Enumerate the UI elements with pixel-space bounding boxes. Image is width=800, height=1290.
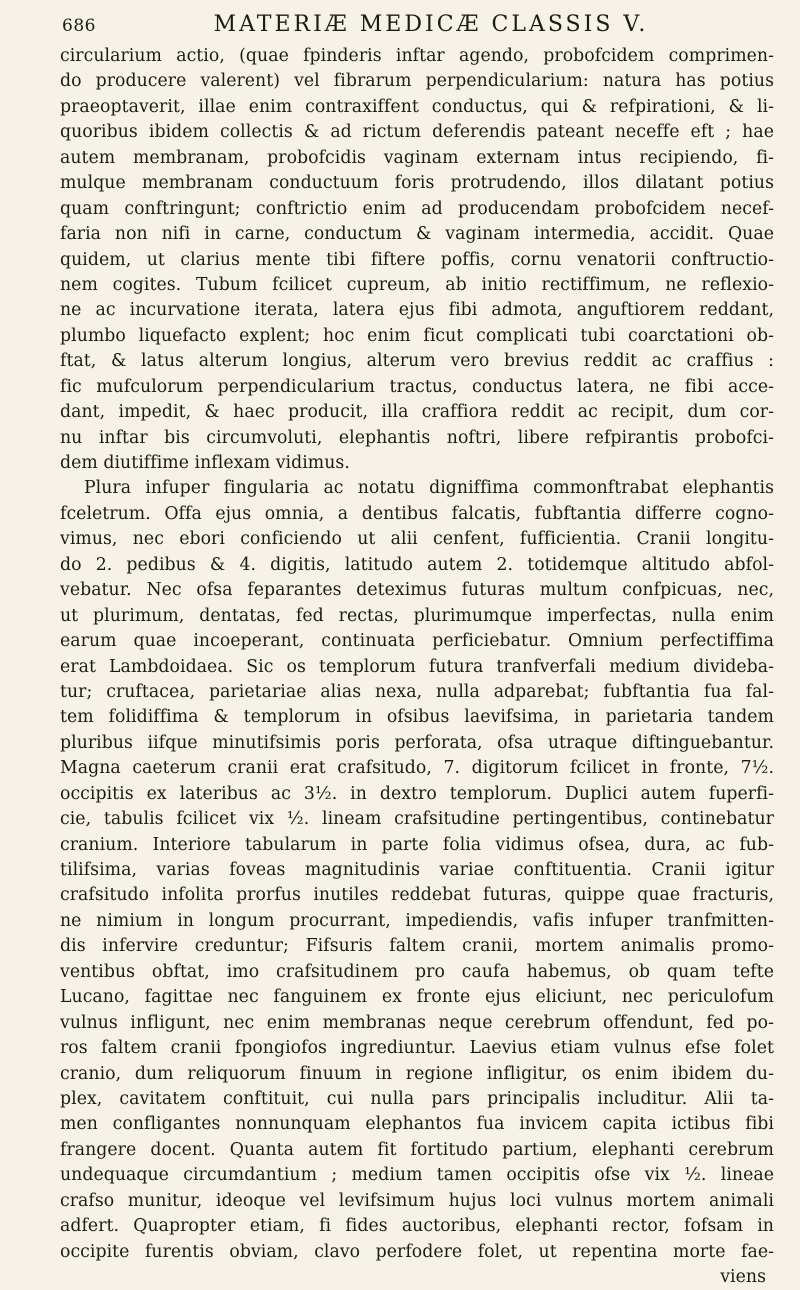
text-line: vimus, nec ebori conficiendo ut alii cenfent, fufficientia. Cranii longitu- xyxy=(60,529,774,550)
text-line: fceletrum. Offa ejus omnia, a dentibus falcatis, fubftantia differre cogno- xyxy=(60,503,774,524)
text-line: plex, cavitatem conftituit, cui nulla pars principalis includitur. Alii ta- xyxy=(60,1088,774,1109)
text-line: dis infervire creduntur; Fifsuris faltem cranii, mortem animalis promo- xyxy=(60,936,774,957)
text-line: cranio, dum reliquorum finuum in regione infligitur, os enim ibidem du- xyxy=(60,1063,774,1084)
text-line: men confligantes nonnunquam elephantos fua invicem capita ictibus fibi xyxy=(60,1114,774,1135)
text-line: faria non nifi in carne, conductum & vaginam intermedia, accidit. Quae xyxy=(60,224,774,245)
text-line: vulnus infligunt, nec enim membranas neque cerebrum offendunt, fed po- xyxy=(60,1012,774,1033)
text-line: ros faltem cranii fpongiofos ingrediuntur. Laevius etiam vulnus efse folet xyxy=(60,1038,774,1059)
text-line: cranium. Interiore tabularum in parte folia vidimus ofsea, dura, ac fub- xyxy=(60,834,774,855)
text-line: adfert. Quapropter etiam, fi fides auctoribus, elephanti rector, fofsam in xyxy=(60,1216,774,1237)
body-text xyxy=(60,44,774,1290)
page-header xyxy=(62,12,760,42)
text-line: pluribus iifque minutifsimis poris perforata, ofsa utraque diftinguebantur. xyxy=(60,732,774,753)
text-line: quoribus ibidem collectis & ad rictum deferendis pateant neceffe eft ; hae xyxy=(60,122,774,143)
text-line: praeoptaverit, illae enim contraxiffent conductus, qui & refpirationi, & li- xyxy=(60,96,774,117)
text-line: earum quae incoeperant, continuata perficiebatur. Omnium perfectiffima xyxy=(60,631,774,652)
text-line: do producere valerent) vel fibrarum perpendicularium: natura has potius xyxy=(60,71,774,92)
running-title: MATERIÆ MEDICÆ CLASSIS V. xyxy=(213,12,649,37)
text-line: fic mufculorum perpendicularium tractus, conductus latera, ne fibi acce- xyxy=(60,376,774,397)
text-line: ftat, & latus alterum longius, alterum vero brevius reddit ac craffius : xyxy=(60,351,774,372)
text-line: Magna caeterum cranii erat crafsitudo, 7. digitorum fcilicet in fronte, 7½. xyxy=(60,758,774,779)
text-line: autem membranam, probofcidis vaginam externam intus recipiendo, fi- xyxy=(60,147,774,168)
text-line: tilifsima, varias foveas magnitudinis variae conftituentia. Cranii igitur xyxy=(60,860,774,880)
text-line: quam conftringunt; conftrictio enim ad producendam probofcidem necef- xyxy=(60,198,774,219)
text-line: ut plurimum, dentatas, fed rectas, plurimumque imperfectas, nulla enim xyxy=(60,605,774,626)
text-line: occipite furentis obviam, clavo perfodere folet, ut repentina morte fae- xyxy=(60,1241,774,1262)
text-line: crafsitudo infolita prorfus inutiles reddebat futuras, quippe quae fracturis, xyxy=(60,885,774,906)
text-line: Lucano, fagittae nec fanguinem ex fronte ejus eliciunt, nec periculofum xyxy=(60,987,774,1008)
text-line: nem cogites. Tubum fcilicet cupreum, ab initio rectiffimum, ne reflexio- xyxy=(60,274,774,295)
text-line: ne nimium in longum procurrant, impediendis, vafis infuper tranfmitten- xyxy=(60,910,774,931)
text-line: nu inftar bis circumvoluti, elephantis noftri, libere refpirantis probofci- xyxy=(60,427,774,448)
text-line: dem diutiffime inflexam vidimus. xyxy=(60,453,350,473)
text-line: dant, impedit, & haec producit, illa craffiora reddit ac recipit, dum cor- xyxy=(60,402,774,423)
text-line: vebatur. Nec ofsa feparantes deteximus futuras multum confpicuas, nec, xyxy=(60,580,774,601)
text-line: tem folidiffima & templorum in ofsibus laevifsima, in parietaria tandem xyxy=(60,707,774,728)
text-line: do 2. pedibus & 4. digitis, latitudo autem 2. totidemque altitudo abfol- xyxy=(60,554,774,575)
text-line: undequaque circumdantium ; medium tamen occipitis ofse vix ½. lineae xyxy=(60,1165,774,1186)
text-line: crafso munitur, ideoque vel levifsimum hujus loci vulnus mortem animali xyxy=(60,1190,774,1211)
text-line: quidem, ut clarius mente tibi fiftere poffis, cornu venatorii conftructio- xyxy=(60,249,774,270)
text-line: Plura infuper fingularia ac notatu digniffima commonftrabat elephantis xyxy=(84,478,774,499)
catchword: viens xyxy=(720,1267,766,1287)
text-line: occipitis ex lateribus ac 3½. in dextro templorum. Duplici autem fuperfi- xyxy=(60,783,774,804)
text-line: ne ac incurvatione iterata, latera ejus fibi admota, anguftiorem reddant, xyxy=(60,300,774,321)
text-line: cie, tabulis fcilicet vix ½. lineam crafsitudine pertingentibus, continebatur xyxy=(60,809,774,830)
text-line: circularium actio, (quae fpinderis inftar agendo, probofcidem comprimen- xyxy=(60,46,774,66)
text-line: mulque membranam conductuum foris protrudendo, illos dilatant potius xyxy=(60,173,774,194)
page-number: 686 xyxy=(62,16,96,36)
text-line: frangere docent. Quanta autem fit fortitudo partium, elephanti cerebrum xyxy=(60,1139,774,1160)
text-line: plumbo liquefacto explent; hoc enim ficut complicati tubi coarctationi ob- xyxy=(60,325,774,346)
text-line: tur; cruftacea, parietariae alias nexa, nulla adparebat; fubftantia fua fal- xyxy=(60,681,774,702)
text-line: ventibus obftat, imo crafsitudinem pro caufa habemus, ob quam tefte xyxy=(60,961,774,982)
text-line: erat Lambdoidaea. Sic os templorum futura tranfverfali medium divideba- xyxy=(60,656,774,677)
